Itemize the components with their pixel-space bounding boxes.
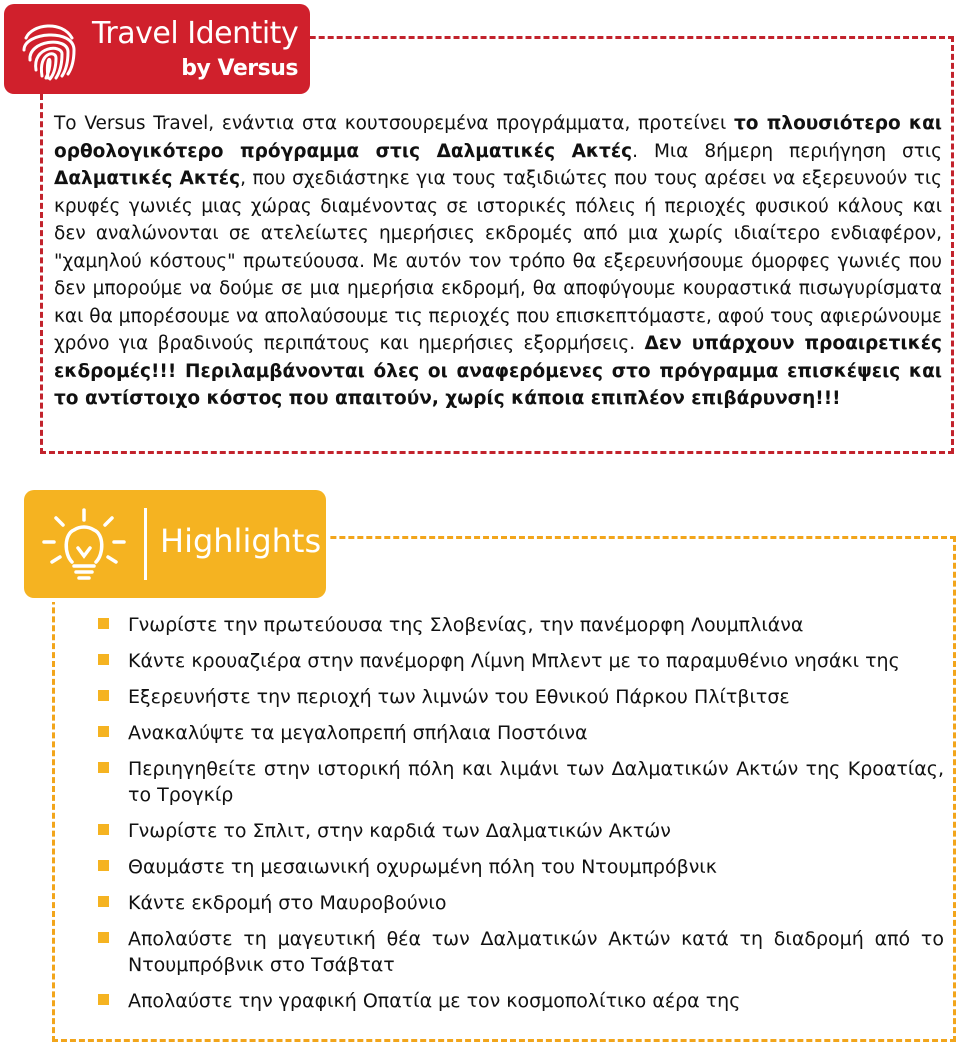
intro-bold-segment: Δεν υπάρχουν προαιρετικές εκδρομές!!! Περιλαμβάνονται όλες οι αναφερόμενες στο πρόγραμμα επισκέψεις και το αντίστοιχο κόστος που απαιτούν, χωρίς κάποια επιπλέον επιβάρυνση!!! [54, 333, 942, 409]
highlight-item [96, 648, 944, 674]
highlight-text: Απολαύστε τη μαγευτική θέα των Δαλματικών Ακτών κατά τη διαδρομή από το Ντουμπρόβνικ στο Τσάβτατ [128, 928, 944, 976]
square-bullet-icon [98, 860, 109, 871]
highlight-text: Περιηγηθείτε στην ιστορική πόλη και λιμάνι των Δαλματικών Ακτών της Κροατίας, το Τρογκίρ [128, 758, 944, 806]
highlight-text: Ανακαλύψτε τα μεγαλοπρεπή σπήλαια Ποστόινα [128, 722, 588, 744]
travel-identity-logo [4, 4, 310, 94]
square-bullet-icon [98, 618, 109, 629]
intro-text-segment: , που σχεδιάστηκε για τους ταξιδιώτες που τους αρέσει να εξερευνούν τις κρυφές γωνιές μιας χώρας διαμένοντας σε ιστορικές πόλεις ή περιοχές φυσικού κάλους και δεν αναλώνονται σε ατελείωτες ημερήσιες εκδρομές από μια χωρίς ιδιαίτερο ενδιαφέρον, "χαμηλού κόστους" πρωτεύουσα. Με αυτόν τον τρόπο θα εξερευνήσουμε όμορφες γωνιές που δεν μπορούμε να δούμε σε μια ημερήσια εκδρομή, θα αποφύγουμε κουραστικά πισωγυρίσματα και θα μπορέσουμε να απολαύσουμε τις περιοχές που επισκεπτόμαστε, αφού τους αφιερώνουμε χρόνο για βραδινούς περιπάτους και ημερήσιες εξορμήσεις. [54, 168, 942, 354]
highlight-text: Γνωρίστε την πρωτεύουσα της Σλοβενίας, την πανέμορφη Λουμπλιάνα [128, 614, 804, 636]
intro-text-segment: . Μια 8ήμερη περιήγηση στις [632, 140, 942, 162]
intro-paragraph [54, 110, 942, 413]
intro-frame-left [40, 94, 43, 454]
highlights-badge [24, 490, 326, 598]
brand-title: Travel Identity [92, 16, 299, 51]
highlight-text: Απολαύστε την γραφική Οπατία με τον κοσμοπολίτικο αέρα της [128, 990, 741, 1012]
highlight-text: Θαυμάστε τη μεσαιωνική οχυρωμένη πόλη του Ντουμπρόβνικ [128, 856, 717, 878]
highlight-item [96, 720, 944, 746]
highlight-item [96, 612, 944, 638]
highlight-item [96, 854, 944, 880]
highlights-divider [144, 508, 147, 580]
intro-bold-segment: Δαλματικές Ακτές [54, 168, 241, 189]
highlight-text: Κάντε εκδρομή στο Μαυροβούνιο [128, 892, 447, 914]
square-bullet-icon [98, 932, 109, 943]
brand-subtitle: by Versus [181, 56, 298, 81]
highlight-item [96, 988, 944, 1014]
square-bullet-icon [98, 824, 109, 835]
intro-bold-segment: το πλουσιότερο και ορθολογικότερο πρόγραμμα στις Δαλματικές Ακτές [54, 113, 942, 162]
highlight-text: Γνωρίστε το Σπλιτ, στην καρδιά των Δαλματικών Ακτών [128, 820, 671, 842]
highlight-item [96, 684, 944, 710]
square-bullet-icon [98, 896, 109, 907]
square-bullet-icon [98, 762, 109, 773]
square-bullet-icon [98, 654, 109, 665]
intro-text-segment: Το Versus Travel, ενάντια στα κουτσουρεμένα προγράμματα, προτείνει [54, 113, 734, 134]
square-bullet-icon [98, 726, 109, 737]
lightbulb-icon [34, 504, 134, 584]
highlight-item [96, 756, 944, 808]
highlight-item [96, 926, 944, 978]
highlight-item [96, 818, 944, 844]
highlights-list [96, 612, 944, 1014]
highlight-text: Κάντε κρουαζιέρα στην πανέμορφη Λίμνη Μπλεντ με το παραμυθένιο νησάκι της [128, 650, 900, 672]
square-bullet-icon [98, 690, 109, 701]
highlight-item [96, 890, 944, 916]
fingerprint-icon [18, 16, 80, 82]
square-bullet-icon [98, 994, 109, 1005]
highlights-title: Highlights [160, 522, 322, 560]
highlight-text: Εξερευνήστε την περιοχή των λιμνών του Εθνικού Πάρκου Πλίτβιτσε [128, 686, 790, 708]
